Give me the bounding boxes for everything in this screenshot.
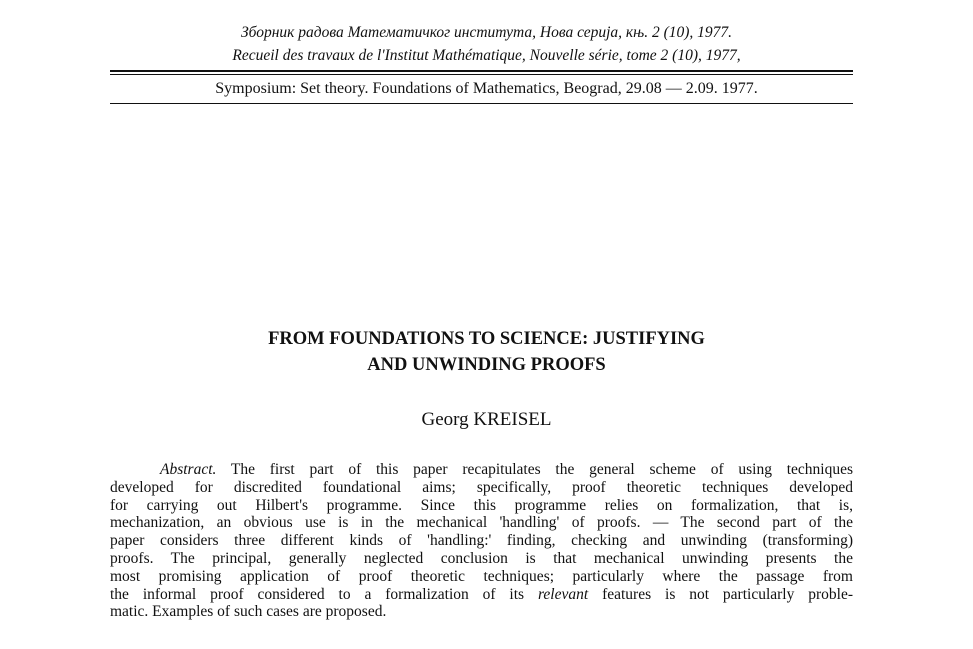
header-rule-top-thin <box>110 74 853 75</box>
header-rule-top <box>110 70 853 72</box>
abstract-line: for carrying out Hilbert's programme. Since this programme relies on formalization, that is, <box>110 496 853 514</box>
abstract-line: developed for discredited foundational aims; specifically, proof theoretic techniques developed <box>110 478 853 496</box>
abstract-line: most promising application of proof theoretic techniques; particularly where the passage from <box>110 567 853 585</box>
header-rule-bottom <box>110 103 853 104</box>
abstract-line: paper considers three different kinds of 'handling:' finding, checking and unwinding (transforming) <box>110 532 853 550</box>
abstract-line: the informal proof considered to a formalization of its relevant features is not particularly proble- <box>110 585 854 603</box>
abstract <box>110 461 853 621</box>
symposium-line: Symposium: Set theory. Foundations of Mathematics, Beograd, 29.08 — 2.09. 1977. <box>215 80 758 97</box>
abstract-line: matic. Examples of such cases are proposed. <box>110 603 387 621</box>
journal-header-french: Recueil des travaux de l'Institut Mathématique, Nouvelle série, tome 2 (10), 1977, <box>232 47 741 64</box>
emphasis-relevant: relevant <box>537 585 589 603</box>
abstract-label: Abstract. <box>160 461 217 478</box>
abstract-line: mechanization, an obvious use is in the mechanical 'handling' of proofs. — The second part of the <box>110 514 853 532</box>
abstract-line: Abstract. The first part of this paper recapitulates the general scheme of using techniques <box>160 461 853 478</box>
author-name: Georg KREISEL <box>421 409 552 430</box>
journal-header-serbian: Зборник радова Математичког института, Нова серија, књ. 2 (10), 1977. <box>240 24 733 41</box>
abstract-line: proofs. The principal, generally neglected conclusion is that mechanical unwinding presents the <box>110 549 853 567</box>
paper-title-line-1: FROM FOUNDATIONS TO SCIENCE: JUSTIFYING <box>268 329 705 349</box>
paper-title-line-2: AND UNWINDING PROOFS <box>367 355 606 375</box>
